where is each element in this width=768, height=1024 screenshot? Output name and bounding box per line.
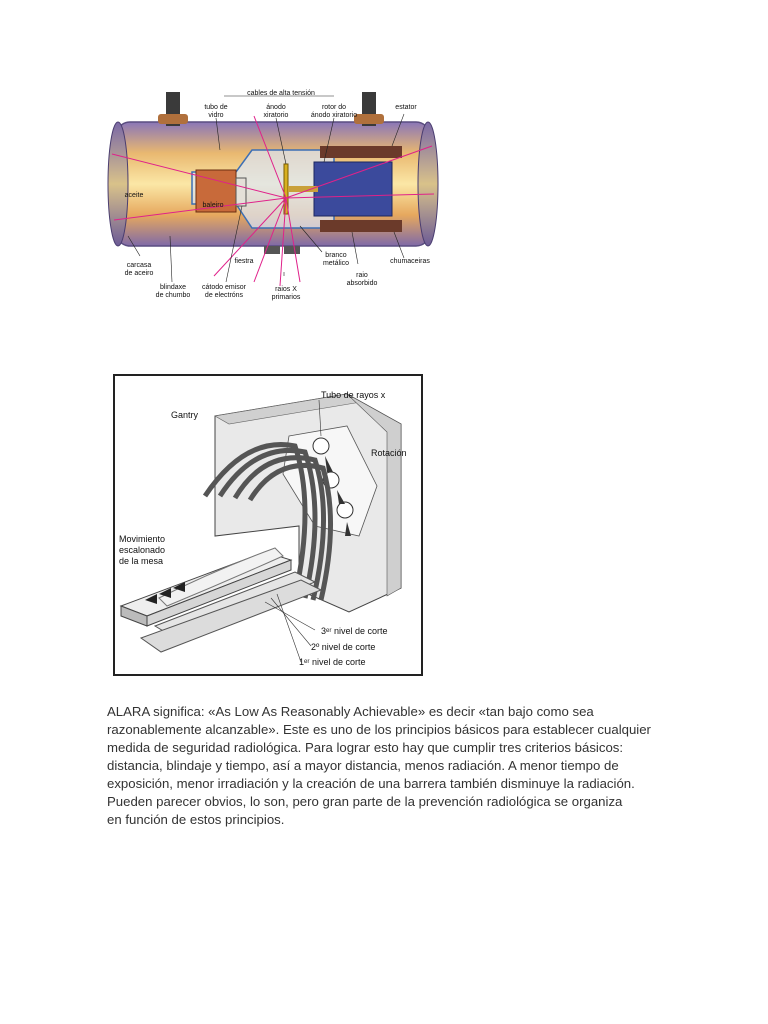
label-absorbed-ray: raio absorbido bbox=[346, 272, 378, 287]
label-bearing: baleiro bbox=[202, 202, 224, 209]
ct-gantry-diagram bbox=[113, 374, 423, 676]
label-cables: cables de alta tensión bbox=[247, 90, 315, 97]
label-steel-case: carcasa de aceiro bbox=[124, 262, 154, 277]
label-slice-level-2: 2º nivel de corte bbox=[311, 642, 376, 652]
label-cathode: cátodo emisor de electróns bbox=[202, 284, 246, 299]
label-slice-level-1: 1ᵉʳ nivel de corte bbox=[299, 657, 366, 667]
label-anode-rotor: rotor do ánodo xiratorio bbox=[310, 104, 358, 119]
label-gantry: Gantry bbox=[171, 410, 199, 420]
label-slice-level-3: 3ᵉʳ nivel de corte bbox=[321, 626, 388, 636]
label-stator: estator bbox=[395, 104, 417, 111]
label-primary-xrays: raios X primarios bbox=[271, 286, 301, 301]
alara-paragraph: ALARA significa: «As Low As Reasonably Achievable» es decir «tan bajo como sea razonablemente alcanzable». Este es uno de los principios básicos para establecer cualquier medida de seguridad radiológica. Para lograr esto hay que cumplir tres criterios básicos: distancia, blindaje y tiempo, así a mayor distancia, menos radiación. A menor tiempo de exposición, menor irradiación y la creación de una barrera también disminuye la radiación. Pueden parecer obvios, lo son, pero gran parte de la prevención radiológica se organiza en función de estos principios. bbox=[107, 704, 651, 827]
label-table-motion: Movimiento escalonado de la mesa bbox=[119, 534, 166, 566]
label-rotation: Rotación bbox=[371, 448, 407, 458]
label-oil: aceite bbox=[124, 192, 144, 199]
label-bearings: chumaceiras bbox=[390, 258, 430, 265]
label-lead-shield: blindaxe de chumbo bbox=[155, 284, 191, 299]
label-window: fiestra bbox=[234, 258, 254, 265]
label-xray-tube: Tubo de rayos x bbox=[321, 390, 386, 400]
label-glass-tube: tubo de vidro bbox=[204, 104, 228, 119]
label-rotating-anode: ánodo xiratorio bbox=[263, 104, 289, 119]
label-metal-target: branco metálico bbox=[322, 252, 350, 267]
xray-tube-diagram bbox=[104, 86, 440, 304]
